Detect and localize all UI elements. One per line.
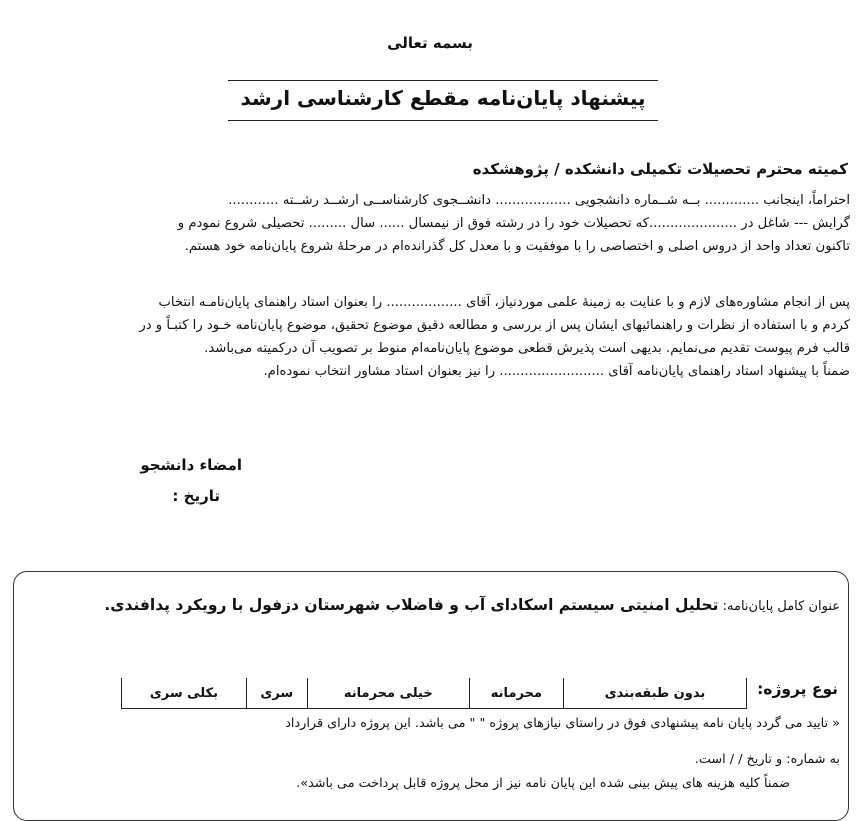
- full-title-value: تحلیل امنیتی سیستم اسکادای آب و فاضلاب شهرستان دزفول با رویکرد پدافندی.: [104, 596, 719, 614]
- classification-confidential[interactable]: محرمانه: [469, 678, 563, 709]
- paragraph-line: احتراماً، اینجانب ............. بــه شــماره دانشجویی .................. دانشــجوی کارشناســی ارشــد رشــته ............: [228, 193, 850, 208]
- classification-unclassified[interactable]: بدون طبقه‌بندی: [563, 678, 746, 709]
- student-signature-label: امضاء دانشجو: [140, 456, 242, 474]
- title-top-rule: [228, 80, 658, 81]
- request-paragraph: [10, 189, 850, 258]
- basmala-heading: بسمه تعالی: [387, 34, 473, 52]
- full-title-row: [104, 596, 840, 614]
- committee-addressee: کمیته محترم تحصیلات تکمیلی دانشکده / پژوهشکده: [472, 160, 848, 178]
- paragraph-line: كردم و با استفاده از نظرات و راهنمائیهای ایشان پس از بررسی و مطالعه دقیق موضوع تحقیق، موضوع پایان‌نامه خـود را كتبـاً و در: [139, 318, 850, 333]
- paragraph-line: تاکنون تعداد واحد از دروس اصلی و اختصاصی را با موفقیت و با معدل كل گذرانده‌ام در مرحلهٔ شروع پایان‌نامه خود هستم.: [184, 239, 850, 254]
- paragraph-line: گرایش --- شاغل در .....................كه تحصیلات خود را در رشته فوق از نیمسال ...... سال ......... تحصیلی شروع نمودم و: [177, 216, 850, 231]
- date-label: تاریخ :: [172, 487, 220, 505]
- classification-secret[interactable]: سری: [246, 678, 307, 709]
- paragraph-line: ضمناً با پیشنهاد استاد راهنمای پایان‌نامه آقای ......................... را نیز بعنوان استاد مشاور انتخاب نموده‌ام.: [263, 364, 850, 379]
- contract-number-line: به شماره: و تاریخ / / است.: [694, 752, 840, 767]
- classification-very-confidential[interactable]: خیلی محرمانه: [307, 678, 469, 709]
- cost-line: ضمناً کلیه هزینه های پیش بینی شده این پایان نامه نیز از محل پروژه قابل پرداخت می باشد».: [296, 776, 790, 791]
- paragraph-line: قالب فرم پیوست تقدیم می‌نمایم. بدیهی است پذیرش قطعی موضوع پایان‌نامه‌ام منوط بر تصویب آن دركمیته می‌باشد.: [204, 341, 850, 356]
- title-underline: [228, 120, 658, 121]
- approval-line: « تایید می گردد پایان نامه پیشنهادی فوق در راستای نیازهای پروژه " " می باشد. این پروژه دارای قرارداد: [285, 716, 840, 731]
- document-title: پیشنهاد پایان‌نامه مقطع کارشناسی ارشد: [240, 86, 646, 110]
- project-type-label: نوع پروژه:: [757, 680, 838, 698]
- classification-top-secret[interactable]: بكلی سری: [122, 678, 247, 709]
- classification-table: [121, 678, 747, 709]
- paragraph-line: پس از انجام مشاوره‌های لازم و با عنایت به زمینهٔ علمی موردنیاز، آقای .................. را بعنوان استاد راهنمای پایان‌نامـه انتخاب: [158, 295, 850, 310]
- full-title-label: عنوان كامل پایان‌نامه:: [722, 599, 840, 614]
- advisor-paragraph: [10, 291, 850, 383]
